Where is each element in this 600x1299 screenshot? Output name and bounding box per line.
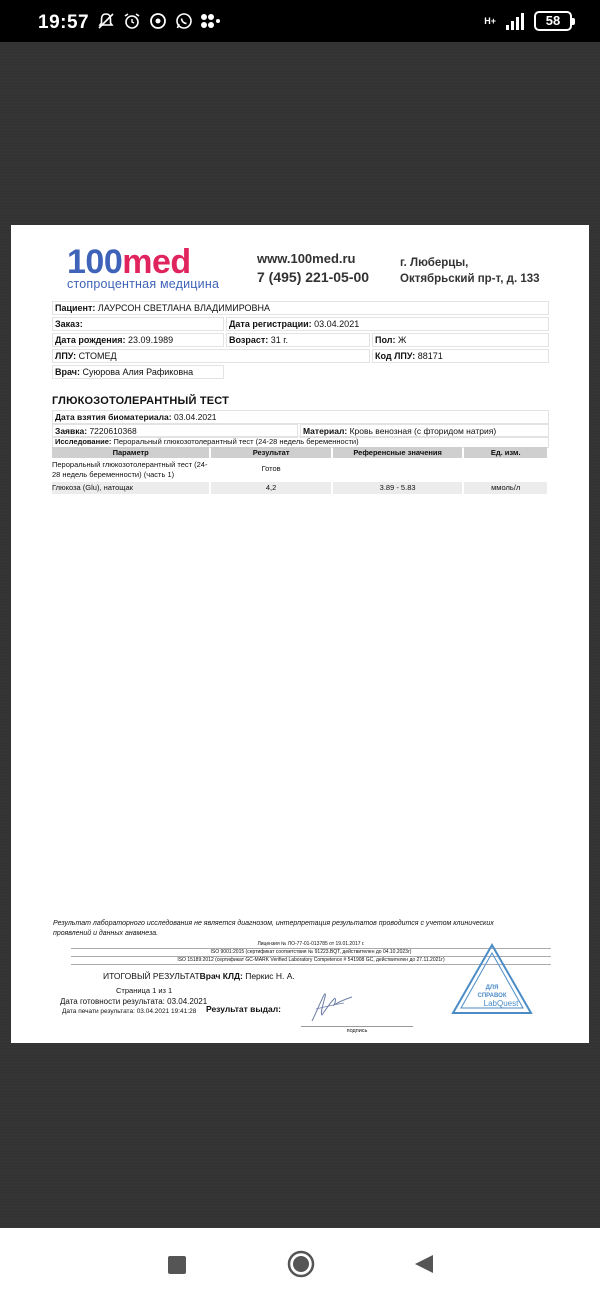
notification-icons [96, 12, 220, 35]
navigation-bar [0, 1228, 600, 1299]
test-title: ГЛЮКОЗОТОЛЕРАНТНЫЙ ТЕСТ [52, 395, 230, 407]
address [400, 255, 540, 287]
registration-row [226, 317, 549, 331]
row-param: Пероральный глюкозотолерантный тест (24-28 недель беременности) (часть 1) [52, 460, 208, 479]
dob-row [52, 333, 224, 347]
row-ref [333, 460, 462, 480]
triangle-back-icon [413, 1253, 435, 1275]
order-label: Заказ: [55, 319, 83, 329]
ready-label: Дата готовности результата: [60, 997, 165, 1006]
license-line: Лицензия № ЛО-77-01-013785 от 19.01.2017 г. [71, 941, 551, 949]
issued-label: Результат выдал: [206, 1004, 281, 1014]
order-row [52, 317, 224, 331]
patient-name: ЛАУРСОН СВЕТЛАНА ВЛАДИМИРОВНА [97, 303, 271, 313]
stamp-icon [449, 941, 535, 1022]
clock: 19:57 [38, 12, 90, 33]
column-header: Результат [211, 447, 331, 458]
final-result-label: ИТОГОВЫЙ РЕЗУЛЬТАТ [103, 971, 200, 981]
row-unit [464, 460, 547, 480]
doctor-row [52, 365, 224, 379]
document-page[interactable] [11, 225, 589, 1043]
logo-number: 100 [67, 243, 123, 281]
column-header: Ед. изм. [464, 447, 547, 458]
tagline: стопроцентная медицина [67, 277, 220, 291]
row-unit: ммоль/л [464, 482, 547, 494]
signature-caption: подпись [301, 1026, 413, 1034]
age-label: Возраст: [229, 335, 269, 345]
row-result: Готов [261, 464, 281, 473]
row-param: Глюкоза (Glu), натощак [52, 482, 209, 494]
lpu-code-label: Код ЛПУ: [375, 351, 416, 361]
column-header: Референсные значения [333, 447, 462, 458]
study-value: Пероральный глюкозотолерантный тест (24-28 недель беременности) [113, 437, 359, 446]
patient-row [52, 301, 549, 315]
sample-date-label: Дата взятия биоматериала: [55, 412, 172, 422]
phone: 7 (495) 221-05-00 [257, 269, 370, 285]
material-value: Кровь венозная (с фторидом натрия) [349, 426, 497, 436]
page-number: Страница 1 из 1 [116, 986, 173, 995]
sex-row [372, 333, 549, 347]
age-value: 31 г. [270, 335, 288, 345]
system-indicators [484, 11, 572, 31]
final-result-line [103, 971, 295, 981]
column-header: Параметр [52, 447, 209, 458]
stamp-text-mid: СПРАВОК [477, 993, 507, 999]
alarm-icon [122, 12, 142, 35]
sample-date-value: 03.04.2021 [173, 412, 217, 422]
doctor-label: Врач: [55, 367, 81, 377]
ready-value: 03.04.2021 [167, 997, 208, 1006]
registration-date: 03.04.2021 [314, 319, 360, 329]
material-label: Материал: [303, 426, 348, 436]
lpu-row [52, 349, 370, 363]
kld-label: Врач КЛД: [199, 971, 243, 981]
logo-brand: med [122, 243, 191, 281]
square-icon [167, 1255, 187, 1275]
document-viewer[interactable] [0, 42, 600, 1228]
network-type: H+ [484, 15, 496, 26]
address-city: г. Люберцы, [400, 257, 469, 269]
print-value: 03.04.2021 19:41:28 [136, 1008, 197, 1015]
study-label: Исследование: [55, 437, 112, 446]
table-row [52, 460, 549, 480]
registration-label: Дата регистрации: [229, 319, 312, 329]
table-header [52, 447, 549, 458]
logo [67, 245, 219, 291]
home-button[interactable] [287, 1250, 315, 1283]
lpu-value: СТОМЕД [78, 351, 117, 361]
doctor-value: Суюрова Алия Рафиковна [82, 367, 194, 377]
sex-value: Ж [397, 335, 407, 345]
recents-button[interactable] [167, 1255, 187, 1280]
kld-value: Перкис Н. А. [245, 971, 295, 981]
disclaimer: Результат лабораторного исследования не является диагнозом, интерпретация результатов проводится с учетом клинических проявлений и данных анамнеза. [53, 920, 494, 937]
mute-icon [96, 12, 116, 35]
more-notifications-icon [200, 12, 220, 35]
stamp-text-top: ДЛЯ [485, 985, 499, 991]
website: www.100med.ru [257, 251, 356, 266]
address-street: Октябрьский пр-т, д. 133 [400, 273, 540, 285]
print-label: Дата печати результата: [62, 1008, 135, 1015]
back-button[interactable] [413, 1253, 435, 1280]
ready-date [60, 997, 207, 1006]
results-table [52, 447, 549, 494]
status-bar [0, 0, 600, 42]
license-line: ISO 9001:2015 (сертификат соответствия № 91223.BQT, действителен до 04.10.2023г) [71, 949, 551, 957]
sample-date-row [52, 410, 549, 424]
dob-label: Дата рождения: [55, 335, 126, 345]
print-date [62, 1008, 196, 1015]
patient-label: Пациент: [55, 303, 96, 313]
request-value: 7220610368 [89, 426, 137, 436]
age-row [226, 333, 370, 347]
stamp-brand: LabQuest [483, 999, 519, 1008]
row-result: 4,2 [211, 482, 331, 494]
signal-icon [506, 12, 524, 30]
table-row [52, 482, 549, 494]
messenger-icon [148, 12, 168, 35]
request-label: Заявка: [55, 426, 88, 436]
whatsapp-icon [174, 12, 194, 35]
sex-label: Пол: [375, 335, 396, 345]
contact-info [257, 251, 369, 285]
row-ref: 3.89 - 5.83 [333, 482, 462, 494]
dob-value: 23.09.1989 [128, 335, 174, 345]
license-line: ISO 15189:2012 (сертификат GC-MARK Verified Laboratory Competence # 541908 GC, действителен до 27.11.2021г) [71, 957, 551, 965]
signature-icon [306, 985, 356, 1030]
battery-icon: 58 [534, 11, 572, 31]
lpu-code-value: 88171 [417, 351, 443, 361]
lpu-code-row [372, 349, 549, 363]
circle-icon [287, 1250, 315, 1278]
lpu-label: ЛПУ: [55, 351, 77, 361]
